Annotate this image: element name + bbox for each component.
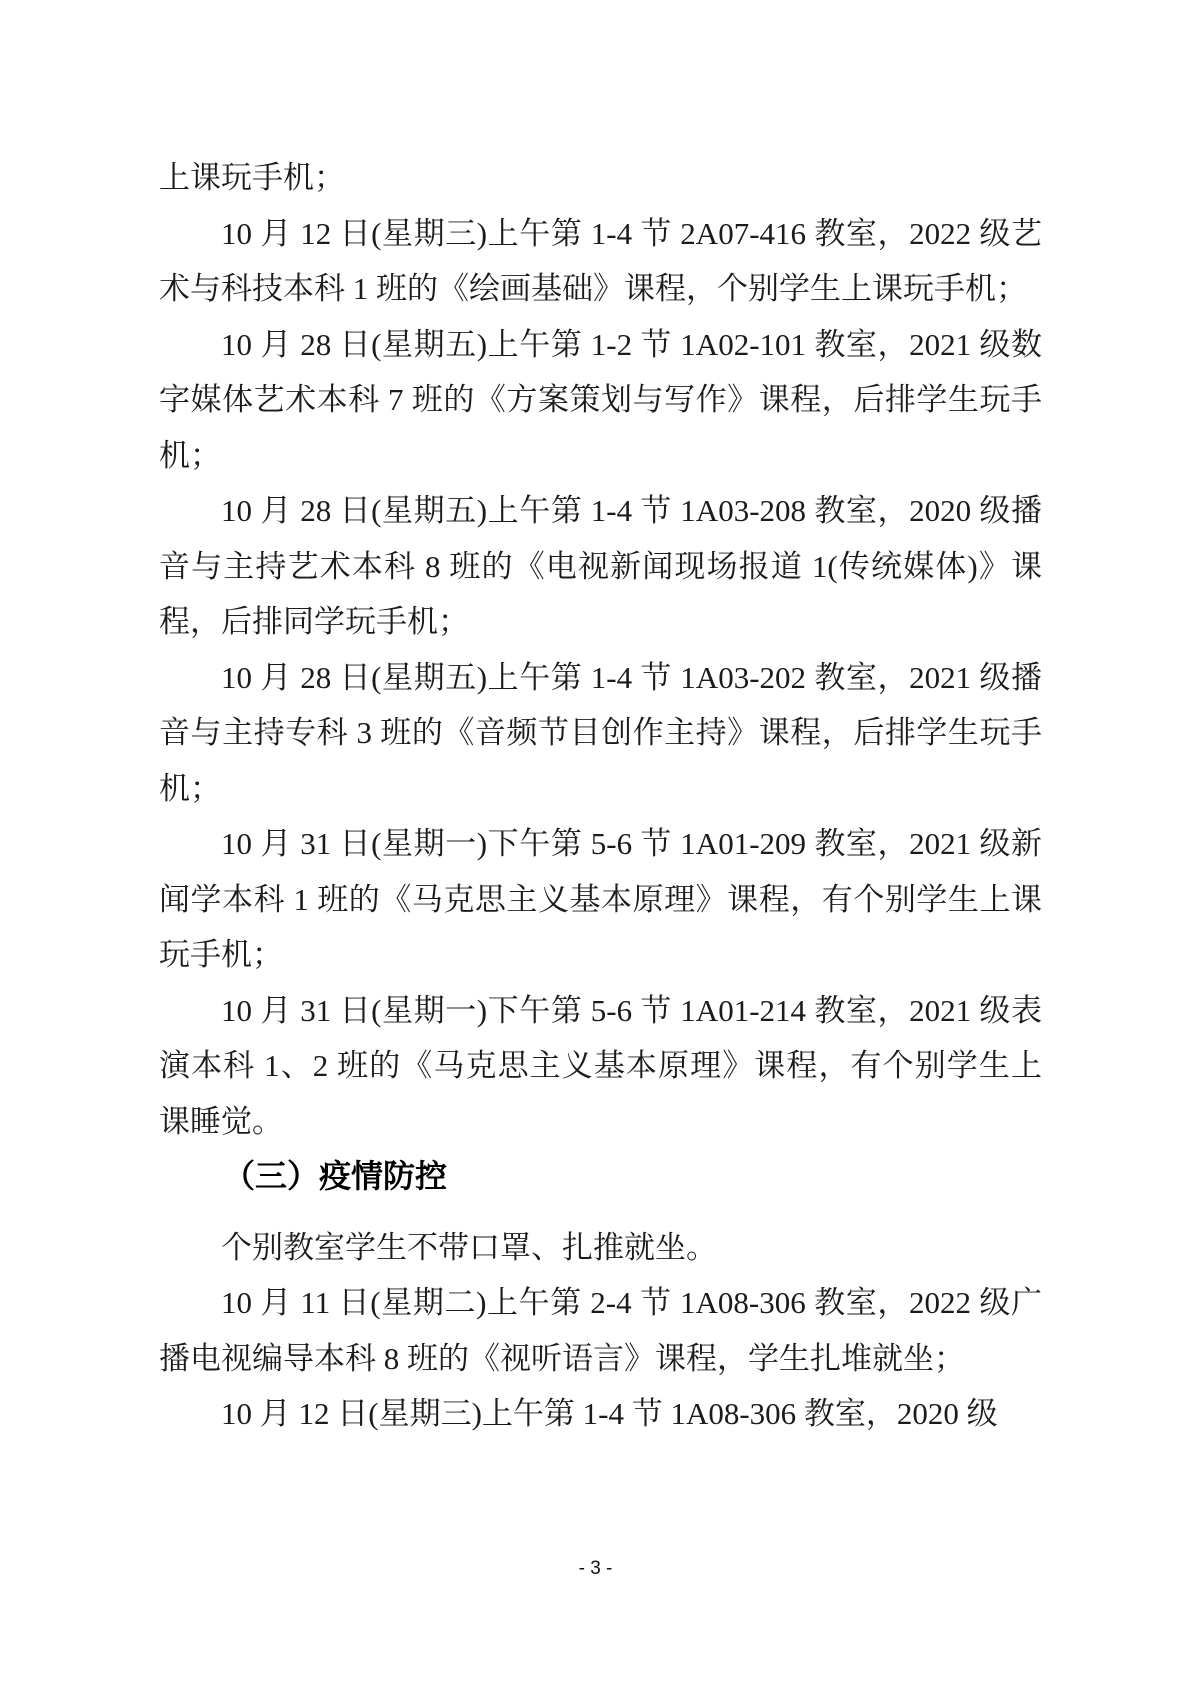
paragraph: 10 月 31 日(星期一)下午第 5-6 节 1A01-214 教室，2021 级表演本科 1、2 班的《马克思主义基本原理》课程，有个别学生上课睡觉。 <box>159 992 1042 1139</box>
paragraph: 10 月 11 日(星期二)上午第 2-4 节 1A08-306 教室，2022 级广播电视编导本科 8 班的《视听语言》课程，学生扎堆就坐； <box>159 1285 1042 1376</box>
paragraph: 个别教室学生不带口罩、扎推就坐。 <box>221 1229 717 1265</box>
page-number: - 3 - <box>578 1558 613 1579</box>
paragraph: 10 月 12 日(星期三)上午第 1-4 节 2A07-416 教室，2022 级艺术与科技本科 1 班的《绘画基础》课程，个别学生上课玩手机； <box>159 215 1042 306</box>
document-body <box>159 150 1042 1442</box>
paragraph: 10 月 31 日(星期一)下午第 5-6 节 1A01-209 教室，2021 级新闻学本科 1 班的《马克思主义基本原理》课程，有个别学生上课玩手机； <box>159 826 1042 972</box>
section-heading: （三）疫情防控 <box>223 1158 448 1194</box>
paragraph: 10 月 12 日(星期三)上午第 1-4 节 1A08-306 教室，2020 级 <box>221 1396 998 1431</box>
paragraph: 10 月 28 日(星期五)上午第 1-4 节 1A03-202 教室，2021 级播音与主持专科 3 班的《音频节目创作主持》课程，后排学生玩手机； <box>159 659 1042 806</box>
paragraph: 10 月 28 日(星期五)上午第 1-2 节 1A02-101 教室，2021 级数字媒体艺术本科 7 班的《方案策划与写作》课程，后排学生玩手机； <box>159 326 1042 473</box>
paragraph: 10 月 28 日(星期五)上午第 1-4 节 1A03-208 教室，2020 级播音与主持艺术本科 8 班的《电视新闻现场报道 1(传统媒体)》课程，后排同学玩手机； <box>159 493 1042 639</box>
paragraph: 上课玩手机； <box>159 160 345 195</box>
